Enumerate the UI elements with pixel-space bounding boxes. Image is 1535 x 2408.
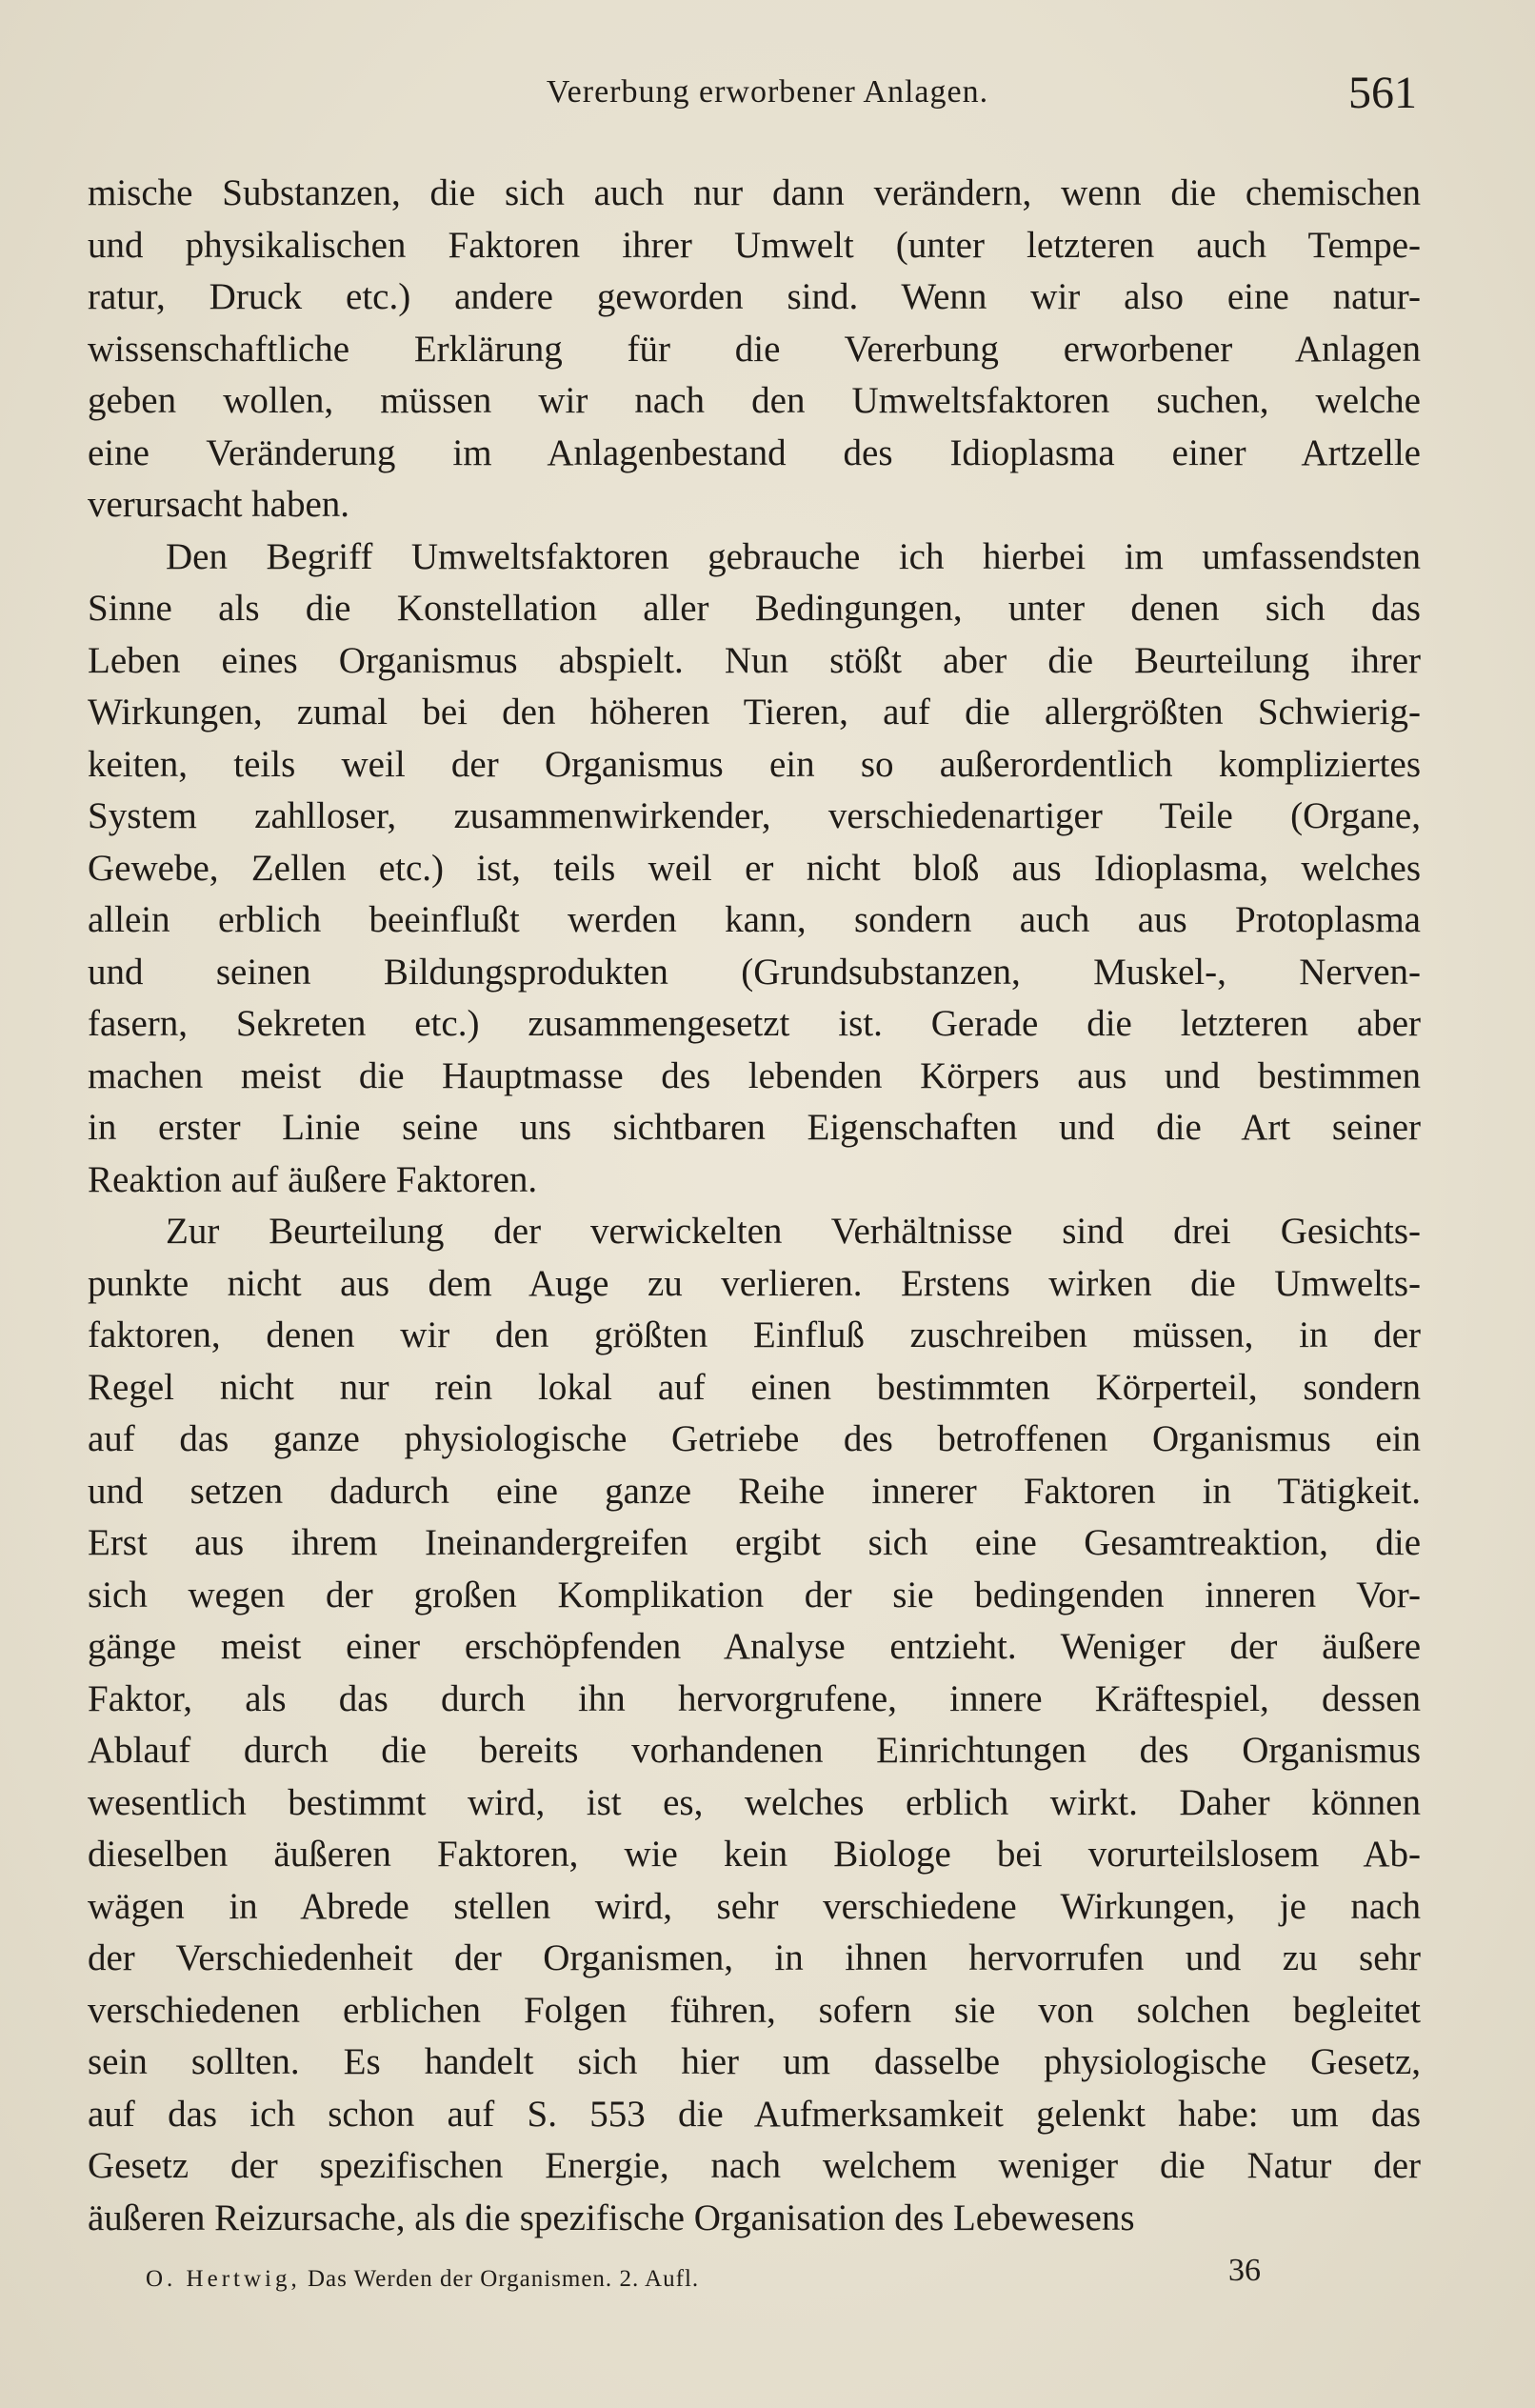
text-line: dieselben äußeren Faktoren, wie kein Biologe bei vorurteilslosem Ab- [88, 1834, 1421, 1875]
page-header [0, 67, 1535, 124]
body-text [88, 168, 1421, 2244]
page-footer [0, 2253, 1535, 2310]
text-line: Erst aus ihrem Ineinandergreifen ergibt sich eine Gesamtreaktion, die [88, 1522, 1421, 1563]
text-line: äußeren Reizursache, als die spezifische Organisation des Lebewesens [88, 2197, 1135, 2238]
text-line: allein erblich beeinflußt werden kann, sondern auch aus Protoplasma [88, 899, 1421, 940]
text-line: wissenschaftliche Erklärung für die Vererbung erworbener Anlagen [88, 328, 1421, 370]
text-line: wägen in Abrede stellen wird, sehr verschiedene Wirkungen, je nach [88, 1885, 1421, 1927]
signature-mark: 36 [1228, 2253, 1261, 2288]
text-line: verursacht haben. [88, 484, 350, 525]
text-line: Den Begriff Umweltsfaktoren gebrauche ich hierbei im umfassendsten [166, 535, 1421, 577]
text-line: der Verschiedenheit der Organismen, in ihnen hervorrufen und zu sehr [88, 1937, 1421, 1978]
running-title: Vererbung erworbener Anlagen. [546, 74, 989, 110]
text-line: auf das ich schon auf S. 553 die Aufmerksamkeit gelenkt habe: um das [88, 2093, 1421, 2135]
footer-book-title: Das Werden der Organismen. [307, 2266, 613, 2292]
paragraph [88, 532, 1421, 1207]
text-line: geben wollen, müssen wir nach den Umweltsfaktoren suchen, welche [88, 380, 1421, 421]
text-line: sich wegen der großen Komplikation der sie bedingenden inneren Vor- [88, 1574, 1421, 1615]
text-line: Reaktion auf äußere Faktoren. [88, 1158, 538, 1200]
text-line: ratur, Druck etc.) andere geworden sind. Wenn wir also eine natur- [88, 276, 1421, 317]
footer-edition: 2. Aufl. [619, 2266, 700, 2292]
text-line: und physikalischen Faktoren ihrer Umwelt (unter letzteren auch Tempe- [88, 224, 1421, 266]
text-line: und seinen Bildungsprodukten (Grundsubstanzen, Muskel-, Nerven- [88, 951, 1421, 993]
text-line: Gewebe, Zellen etc.) ist, teils weil er nicht bloß aus Idioplasma, welches [88, 847, 1421, 889]
paragraph [88, 168, 1421, 532]
text-line: wesentlich bestimmt wird, ist es, welches erblich wirkt. Daher können [88, 1781, 1421, 1823]
text-line: sein sollten. Es handelt sich hier um dasselbe physiologische Gesetz, [88, 2041, 1421, 2082]
text-line: Leben eines Organismus abspielt. Nun stößt aber die Beurteilung ihrer [88, 639, 1421, 681]
text-line: Ablauf durch die bereits vorhandenen Einrichtungen des Organismus [88, 1730, 1421, 1771]
paragraph [88, 1206, 1421, 2244]
text-line: mische Substanzen, die sich auch nur dann verändern, wenn die chemischen [88, 172, 1421, 213]
text-line: Wirkungen, zumal bei den höheren Tieren, auf die allergrößten Schwierig- [88, 692, 1421, 732]
text-line: fasern, Sekreten etc.) zusammengesetzt ist. Gerade die letzteren aber [88, 1003, 1421, 1044]
text-line: machen meist die Hauptmasse des lebenden Körpers aus und bestimmen [88, 1054, 1421, 1096]
text-line: und setzen dadurch eine ganze Reihe innerer Faktoren in Tätigkeit. [88, 1470, 1421, 1512]
text-line: gänge meist einer erschöpfenden Analyse entzieht. Weniger der äußere [88, 1626, 1421, 1667]
text-line: Sinne als die Konstellation aller Bedingungen, unter denen sich das [88, 588, 1421, 629]
text-line: Faktor, als das durch ihn hervorgrufene, innere Kräftespiel, dessen [88, 1677, 1421, 1719]
text-line: Zur Beurteilung der verwickelten Verhältnisse sind drei Gesichts- [166, 1211, 1421, 1252]
footer-citation [146, 2266, 699, 2293]
text-line: verschiedenen erblichen Folgen führen, sofern sie von solchen begleitet [88, 1989, 1421, 2031]
text-line: auf das ganze physiologische Getriebe des betroffenen Organismus ein [88, 1418, 1421, 1459]
page-number: 561 [1348, 68, 1417, 118]
text-line: keiten, teils weil der Organismus ein so außerordentlich kompliziertes [88, 743, 1421, 785]
text-line: Gesetz der spezifischen Energie, nach welchem weniger die Natur der [88, 2145, 1421, 2186]
text-line: Regel nicht nur rein lokal auf einen bestimmten Körperteil, sondern [88, 1366, 1421, 1408]
text-line: in erster Linie seine uns sichtbaren Eigenschaften und die Art seiner [88, 1107, 1421, 1148]
text-line: faktoren, denen wir den größten Einfluß zuschreiben müssen, in der [88, 1314, 1421, 1355]
text-line: punkte nicht aus dem Auge zu verlieren. Erstens wirken die Umwelts- [88, 1262, 1421, 1304]
text-line: System zahlloser, zusammenwirkender, verschiedenartiger Teile (Organe, [88, 795, 1421, 836]
text-line: eine Veränderung im Anlagenbestand des Idioplasma einer Artzelle [88, 431, 1421, 473]
footer-author: O. Hertwig, [146, 2266, 301, 2292]
